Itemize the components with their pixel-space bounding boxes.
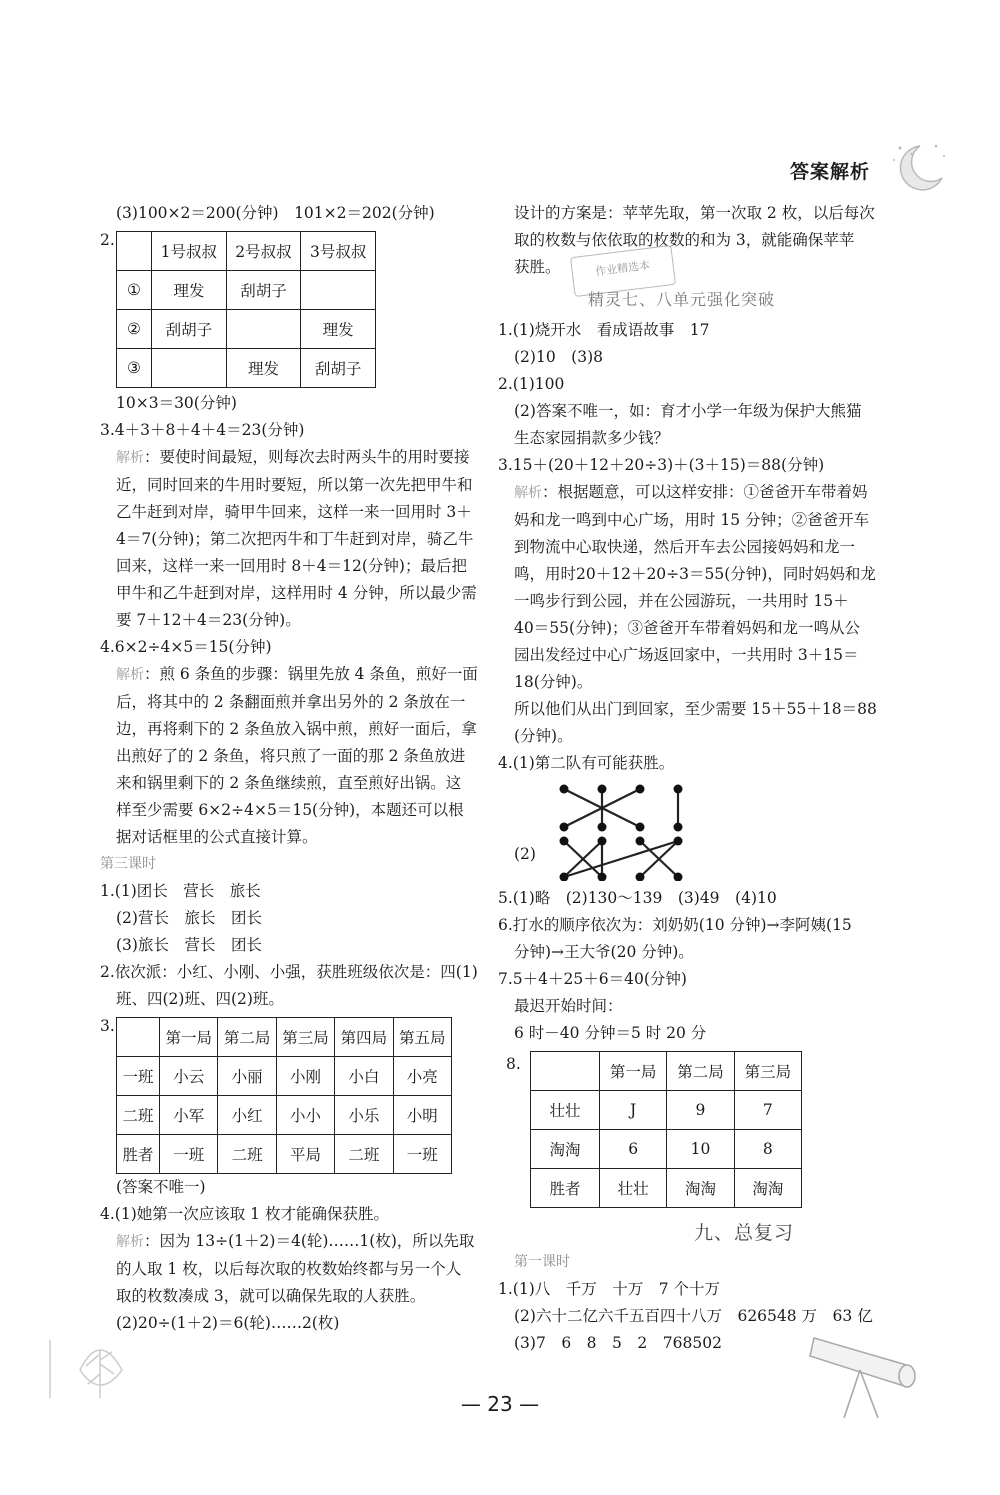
table-row	[117, 1096, 452, 1135]
analysis-text: 4＝7(分钟)；第二次把丙牛和丁牛赶到对岸，骑乙牛	[116, 530, 474, 548]
analysis-label: 解析	[514, 485, 542, 501]
right-column	[498, 200, 914, 1357]
analysis-label: 解析	[116, 1234, 144, 1250]
analysis-text: 来和锅里剩下的 2 条鱼继续煎，直至煎好出锅。这	[116, 774, 462, 792]
table-cell: 理发	[152, 271, 227, 310]
analysis-text: 18(分钟)。	[514, 673, 593, 691]
table-cell: 小云	[160, 1057, 218, 1096]
table-cell: 6	[600, 1130, 667, 1169]
table-cell: 第五局	[393, 1018, 451, 1057]
analysis-text: 甲牛和乙牛赶到对岸，这样用时 4 分钟，所以最少需	[116, 584, 477, 602]
table-cell: 刮胡子	[301, 349, 376, 388]
table-cell: 二班	[218, 1135, 276, 1174]
table-cell: 一班	[160, 1135, 218, 1174]
analysis-text: 边，再将剩下的 2 条鱼放入锅中煎，煎好一面后，拿	[116, 720, 477, 738]
answer-line: 10×3＝30(分钟)	[116, 394, 237, 412]
table-cell: 10	[667, 1130, 734, 1169]
table-cell: 小丽	[218, 1057, 276, 1096]
table-cell: 胜者	[531, 1169, 600, 1208]
answer-line: (3)100×2＝200(分钟) 101×2＝202(分钟)	[116, 204, 435, 222]
table-cell: 2号叔叔	[226, 232, 301, 271]
table-cell: ②	[117, 310, 152, 349]
table-cell: 刮胡子	[152, 310, 227, 349]
answer-line: 获胜。	[514, 258, 561, 276]
table-cell: 淘淘	[531, 1130, 600, 1169]
note-text: (答案不唯一)	[116, 1178, 206, 1196]
answer-line: 最迟开始时间：	[514, 997, 623, 1015]
table-cell: 8	[734, 1130, 801, 1169]
answer-line: (2)六十二亿六千五百四十八万 626548 万 63 亿	[514, 1307, 873, 1325]
analysis-text: 鸣，用时20＋12＋20÷3＝55(分钟)，同时妈妈和龙	[514, 565, 876, 583]
answer-line: 1.(1)团长 营长 旅长	[100, 882, 261, 900]
table-row	[531, 1091, 802, 1130]
page-number: — 23 —	[460, 1392, 540, 1416]
answer-line: 4.6×2÷4×5＝15(分钟)	[100, 638, 272, 656]
table-cell: ①	[117, 271, 152, 310]
table-cell: 小乐	[335, 1096, 393, 1135]
analysis-text: 妈和龙一鸣到中心广场，用时 15 分钟；②爸爸开车	[514, 511, 870, 529]
table-cell: 小明	[393, 1096, 451, 1135]
answer-line: 1.(1)八 千万 十万 7 个十万	[498, 1280, 721, 1298]
stamp-inner-text: 作业精选本	[594, 258, 651, 279]
table-cell: 第三局	[276, 1018, 334, 1057]
answer-line: 设计的方案是：苹苹先取，第一次取 2 枚，以后每次	[514, 204, 875, 222]
table-cell: 小白	[335, 1057, 393, 1096]
table-cell	[531, 1052, 600, 1091]
answer-line: 生态家园捐款多少钱？	[514, 429, 670, 447]
table-cell	[117, 232, 152, 271]
answer-line: 3.15＋(20＋12＋20÷3)＋(3＋15)＝88(分钟)	[498, 456, 825, 474]
table-cell: 一班	[393, 1135, 451, 1174]
table-row	[531, 1169, 802, 1208]
analysis-label: 解析	[116, 450, 144, 466]
analysis-text: (分钟)。	[514, 727, 573, 745]
analysis-text: 样至少需要 6×2÷4×5＝15(分钟)，本题还可以根	[116, 801, 464, 819]
table-cell: 小小	[276, 1096, 334, 1135]
section-heading: 第三课时	[100, 856, 156, 872]
analysis-text: 据对话框里的公式直接计算。	[116, 828, 318, 846]
table-cell: 二班	[335, 1135, 393, 1174]
table-row	[531, 1052, 802, 1091]
table-cell: 第四局	[335, 1018, 393, 1057]
unit-heading: 精灵七、八单元强化突破	[588, 290, 776, 309]
table-cell: 胜者	[117, 1135, 160, 1174]
table-cell: 3号叔叔	[301, 232, 376, 271]
question-number: 8.	[506, 1055, 521, 1073]
analysis-text: 回来，这样一来一回用时 8＋4＝12(分钟)；最后把	[116, 557, 467, 575]
table-row	[117, 271, 376, 310]
answer-line: (2)答案不唯一，如：育才小学一年级为保护大熊猫	[514, 402, 862, 420]
question-number: 2.	[100, 231, 115, 249]
analysis-text: 后，将其中的 2 条翻面煎并拿出另外的 2 条放在一	[116, 693, 466, 711]
answer-line: 6 时－40 分钟＝5 时 20 分	[514, 1024, 707, 1042]
table-cell: 第三局	[734, 1052, 801, 1091]
table-cell: J	[600, 1091, 667, 1130]
moon-decoration-icon	[890, 140, 950, 196]
game-table	[116, 1017, 452, 1174]
answer-line: 4.(1)第二队有可能获胜。	[498, 754, 675, 772]
answer-line: (3)旅长 营长 团长	[116, 936, 262, 954]
answer-line: 班、四(2)班、四(2)班。	[116, 990, 284, 1008]
answer-line: 4.(1)她第一次应该取 1 枚才能确保获胜。	[100, 1205, 389, 1223]
table-cell	[117, 1018, 160, 1057]
section-heading: 第一课时	[514, 1254, 570, 1270]
question-number: 3.	[100, 1017, 115, 1035]
table-cell: 理发	[226, 349, 301, 388]
analysis-text: ：根据题意，可以这样安排：①爸爸开车带着妈	[542, 483, 868, 501]
table-cell: 淘淘	[734, 1169, 801, 1208]
table-row	[117, 232, 376, 271]
analysis-text: 出煎好了的 2 条鱼，将只煎了一面的那 2 条鱼放进	[116, 747, 466, 765]
table-cell	[226, 310, 301, 349]
answer-line: 6.打水的顺序依次为：刘奶奶(10 分钟)→李阿姨(15	[498, 916, 852, 934]
analysis-text: ：要使时间最短，则每次去时两头牛的用时要接	[144, 448, 470, 466]
answer-line: 取的枚数与依依取的枚数的和为 3，就能确保苹苹	[514, 231, 855, 249]
table-cell: 平局	[276, 1135, 334, 1174]
table-cell: 第一局	[160, 1018, 218, 1057]
table-cell: 淘淘	[667, 1169, 734, 1208]
analysis-text: 到物流中心取快递，然后开车去公园接妈妈和龙一	[514, 538, 856, 556]
analysis-text: ：煎 6 条鱼的步骤：锅里先放 4 条鱼，煎好一面	[144, 665, 478, 683]
table-cell: 理发	[301, 310, 376, 349]
answer-line: 1.(1)烧开水 看成语故事 17	[498, 321, 710, 339]
analysis-text: 的人取 1 枚，以后每次取的枚数始终都与另一个人	[116, 1260, 462, 1278]
answer-line: (2)10 (3)8	[514, 348, 603, 366]
table-cell: 二班	[117, 1096, 160, 1135]
table-cell: 壮壮	[531, 1091, 600, 1130]
answer-line: 分钟)→王大爷(20 分钟)。	[514, 943, 694, 961]
table-row	[117, 349, 376, 388]
analysis-text: 40＝55(分钟)；③爸爸开车带着妈妈和龙一鸣从公	[514, 619, 861, 637]
table-row	[117, 1018, 452, 1057]
table-cell	[301, 271, 376, 310]
table-row	[117, 1057, 452, 1096]
answer-line: (2)营长 旅长 团长	[116, 909, 262, 927]
answer-line: 5.(1)略 (2)130～139 (3)49 (4)10	[498, 889, 777, 907]
analysis-text: 所以他们从出门到回家，至少需要 15＋55＋18＝88	[514, 700, 877, 718]
match-diagram-icon	[554, 777, 714, 881]
table-row	[117, 310, 376, 349]
table-cell: 一班	[117, 1057, 160, 1096]
table-cell: 壮壮	[600, 1169, 667, 1208]
table-cell: 第一局	[600, 1052, 667, 1091]
analysis-text: 取的枚数凑成 3，就可以确保先取的人获胜。	[116, 1287, 426, 1305]
table-cell: 9	[667, 1091, 734, 1130]
table-cell: 1号叔叔	[152, 232, 227, 271]
sub-label: (2)	[514, 845, 536, 863]
table-cell: 小军	[160, 1096, 218, 1135]
analysis-label: 解析	[116, 667, 144, 683]
analysis-text: 乙牛赶到对岸，骑甲牛回来，这样一来一回用时 3＋	[116, 503, 472, 521]
analysis-text: ：因为 13÷(1＋2)＝4(轮)……1(枚)，所以先取	[144, 1232, 475, 1250]
table-cell: 第二局	[667, 1052, 734, 1091]
left-column	[100, 200, 492, 1337]
answer-line: 3.4＋3＋8＋4＋4＝23(分钟)	[100, 421, 305, 439]
table-row	[531, 1130, 802, 1169]
analysis-text: 近，同时回来的牛用时要短，所以第一次先把甲牛和	[116, 476, 473, 494]
score-table	[530, 1051, 802, 1208]
table-cell	[152, 349, 227, 388]
answer-line: (3)7 6 8 5 2 768502	[514, 1334, 722, 1352]
table-cell: 小亮	[393, 1057, 451, 1096]
table-cell: 小红	[218, 1096, 276, 1135]
table-cell: 刮胡子	[226, 271, 301, 310]
analysis-text: 园出发经过中心广场返回家中，一共用时 3＋15＝	[514, 646, 859, 664]
table-row	[117, 1135, 452, 1174]
answer-line: 2.(1)100	[498, 375, 565, 393]
haircut-table	[116, 231, 376, 388]
analysis-text: 一鸣步行到公园，并在公园游玩，一共用时 15＋	[514, 592, 849, 610]
chapter-title: 九、总复习	[693, 1222, 794, 1244]
header-title: 答案解析	[790, 161, 871, 183]
table-cell: 第二局	[218, 1018, 276, 1057]
dot-diagrams	[514, 777, 914, 885]
table-cell: 小刚	[276, 1057, 334, 1096]
table-cell: 7	[734, 1091, 801, 1130]
answer-line: 2.依次派：小红、小刚、小强，获胜班级依次是：四(1)	[100, 963, 478, 981]
table-cell: ③	[117, 349, 152, 388]
answer-line: (2)20÷(1＋2)＝6(轮)……2(枚)	[116, 1314, 340, 1332]
answer-line: 7.5＋4＋25＋6＝40(分钟)	[498, 970, 687, 988]
analysis-text: 要 7＋12＋4＝23(分钟)。	[116, 611, 301, 629]
